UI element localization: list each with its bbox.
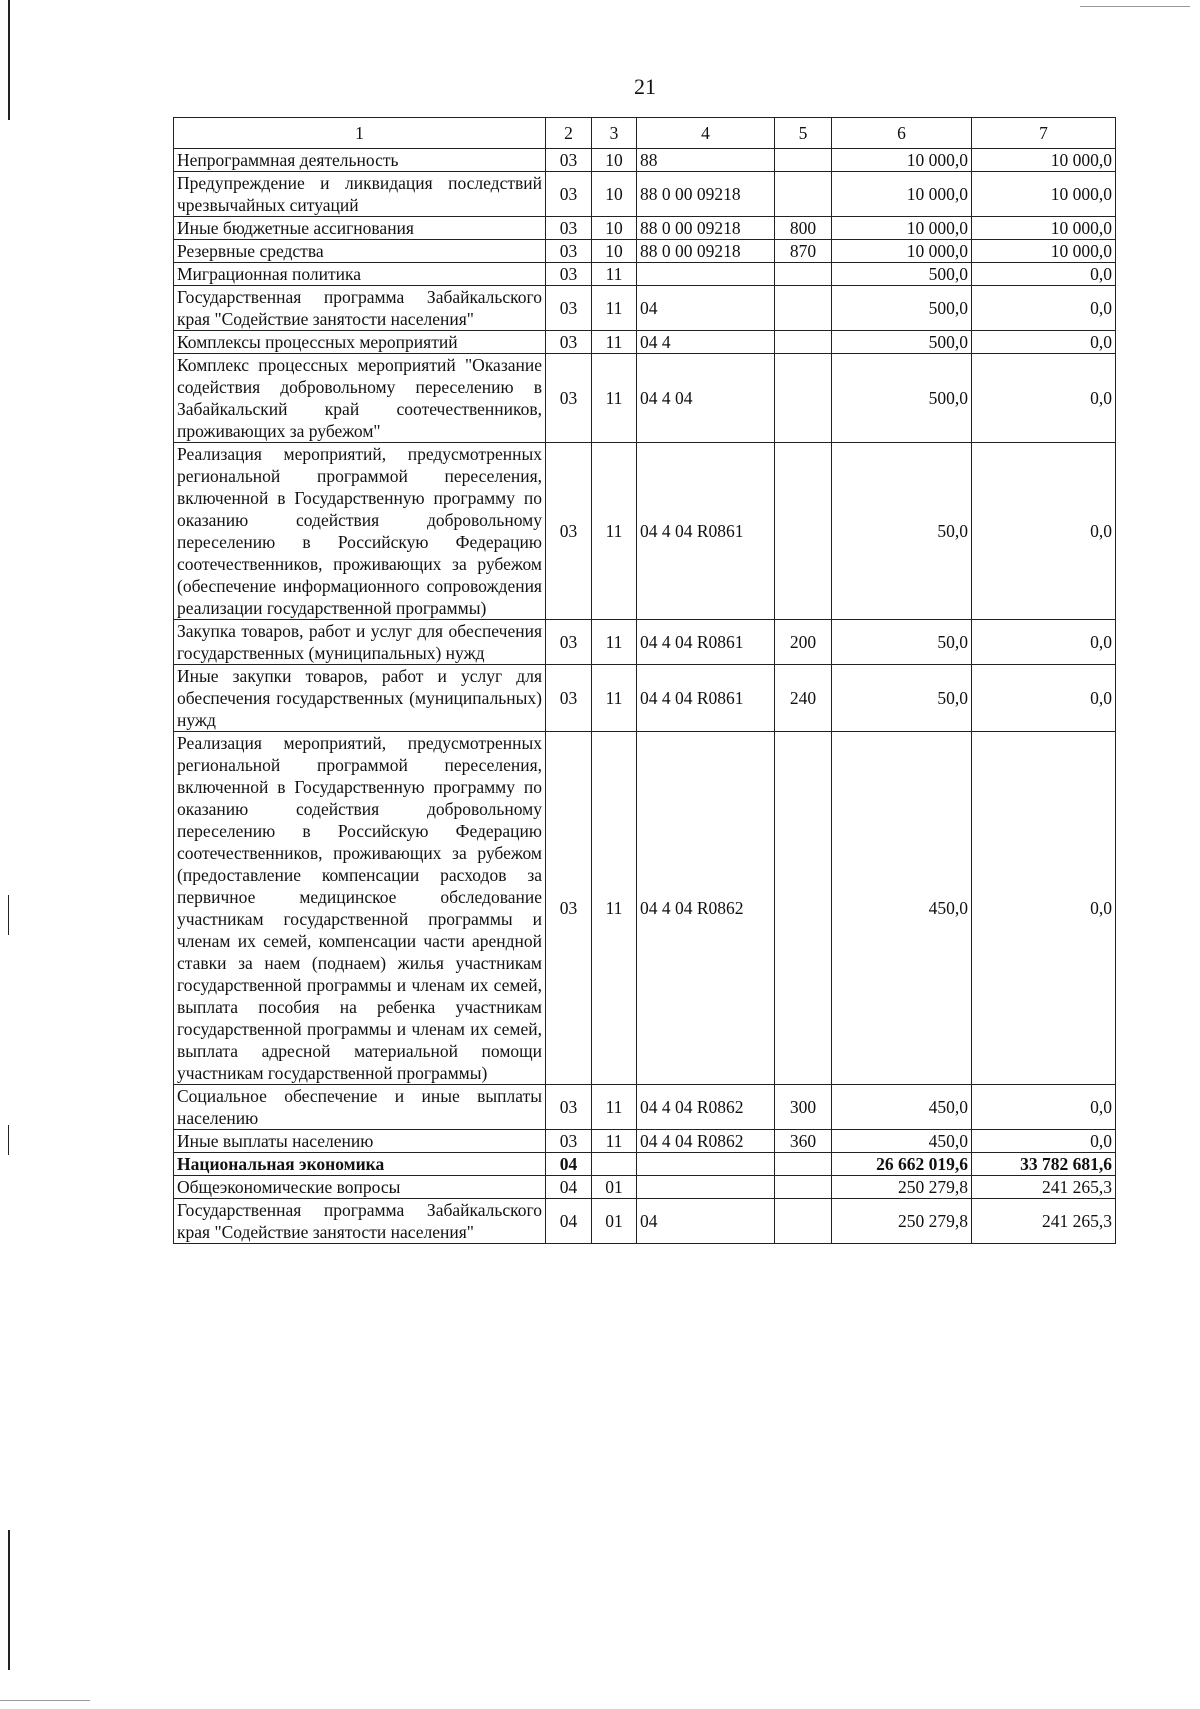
expense-type-code-cell bbox=[775, 354, 832, 443]
subsection-code-cell: 10 bbox=[592, 149, 637, 172]
expense-type-code-cell: 300 bbox=[775, 1085, 832, 1130]
section-code-cell: 03 bbox=[546, 149, 592, 172]
target-item-code-cell: 04 4 04 R0861 bbox=[637, 620, 775, 665]
table-row bbox=[174, 1130, 1116, 1153]
amount-year2-cell: 0,0 bbox=[972, 354, 1116, 443]
section-code-cell: 03 bbox=[546, 620, 592, 665]
expense-type-code-cell bbox=[775, 1199, 832, 1244]
amount-year2-cell: 33 782 681,6 bbox=[972, 1153, 1116, 1176]
expense-type-code-cell bbox=[775, 443, 832, 620]
table-row bbox=[174, 354, 1116, 443]
table-row bbox=[174, 172, 1116, 217]
section-code-cell: 03 bbox=[546, 331, 592, 354]
expense-type-code-cell: 200 bbox=[775, 620, 832, 665]
column-header: 5 bbox=[775, 118, 832, 149]
expense-type-code-cell: 870 bbox=[775, 240, 832, 263]
row-name-cell: Иные закупки товаров, работ и услуг для обеспечения государственных (муниципальных) нужд bbox=[174, 665, 546, 732]
amount-year1-cell: 26 662 019,6 bbox=[832, 1153, 972, 1176]
table-row bbox=[174, 240, 1116, 263]
amount-year2-cell: 0,0 bbox=[972, 286, 1116, 331]
scan-edge-mark bbox=[8, 1125, 9, 1155]
row-name-cell: Общеэкономические вопросы bbox=[174, 1176, 546, 1199]
table-row bbox=[174, 1085, 1116, 1130]
table-row bbox=[174, 443, 1116, 620]
amount-year1-cell: 10 000,0 bbox=[832, 149, 972, 172]
amount-year2-cell: 0,0 bbox=[972, 1085, 1116, 1130]
amount-year2-cell: 0,0 bbox=[972, 263, 1116, 286]
section-code-cell: 04 bbox=[546, 1153, 592, 1176]
subsection-code-cell: 11 bbox=[592, 732, 637, 1085]
amount-year1-cell: 50,0 bbox=[832, 665, 972, 732]
target-item-code-cell: 04 bbox=[637, 286, 775, 331]
column-header: 6 bbox=[832, 118, 972, 149]
amount-year1-cell: 50,0 bbox=[832, 443, 972, 620]
column-header: 2 bbox=[546, 118, 592, 149]
section-code-cell: 03 bbox=[546, 263, 592, 286]
amount-year1-cell: 10 000,0 bbox=[832, 172, 972, 217]
amount-year1-cell: 50,0 bbox=[832, 620, 972, 665]
amount-year1-cell: 450,0 bbox=[832, 732, 972, 1085]
table-row bbox=[174, 1176, 1116, 1199]
column-header: 7 bbox=[972, 118, 1116, 149]
section-code-cell: 03 bbox=[546, 217, 592, 240]
target-item-code-cell: 88 0 00 09218 bbox=[637, 240, 775, 263]
section-code-cell: 03 bbox=[546, 286, 592, 331]
subsection-code-cell: 11 bbox=[592, 665, 637, 732]
amount-year1-cell: 500,0 bbox=[832, 354, 972, 443]
table-row bbox=[174, 665, 1116, 732]
amount-year1-cell: 500,0 bbox=[832, 263, 972, 286]
table-row bbox=[174, 1153, 1116, 1176]
budget-table bbox=[173, 117, 1116, 1244]
amount-year1-cell: 10 000,0 bbox=[832, 240, 972, 263]
target-item-code-cell: 04 4 04 R0861 bbox=[637, 665, 775, 732]
section-code-cell: 03 bbox=[546, 732, 592, 1085]
amount-year2-cell: 10 000,0 bbox=[972, 172, 1116, 217]
expense-type-code-cell bbox=[775, 1153, 832, 1176]
expense-type-code-cell bbox=[775, 1176, 832, 1199]
target-item-code-cell bbox=[637, 263, 775, 286]
target-item-code-cell: 04 4 04 R0862 bbox=[637, 1085, 775, 1130]
row-name-cell: Государственная программа Забайкальского края "Содействие занятости населения" bbox=[174, 1199, 546, 1244]
target-item-code-cell: 04 4 04 bbox=[637, 354, 775, 443]
row-name-cell: Предупреждение и ликвидация последствий чрезвычайных ситуаций bbox=[174, 172, 546, 217]
section-code-cell: 03 bbox=[546, 1130, 592, 1153]
row-name-cell: Непрограммная деятельность bbox=[174, 149, 546, 172]
row-name-cell: Государственная программа Забайкальского края "Содействие занятости населения" bbox=[174, 286, 546, 331]
target-item-code-cell: 88 0 00 09218 bbox=[637, 217, 775, 240]
expense-type-code-cell: 360 bbox=[775, 1130, 832, 1153]
amount-year2-cell: 10 000,0 bbox=[972, 149, 1116, 172]
row-name-cell: Национальная экономика bbox=[174, 1153, 546, 1176]
amount-year2-cell: 0,0 bbox=[972, 1130, 1116, 1153]
table-row bbox=[174, 263, 1116, 286]
column-header: 1 bbox=[174, 118, 546, 149]
amount-year2-cell: 0,0 bbox=[972, 331, 1116, 354]
amount-year2-cell: 10 000,0 bbox=[972, 240, 1116, 263]
amount-year1-cell: 450,0 bbox=[832, 1085, 972, 1130]
table-row bbox=[174, 732, 1116, 1085]
page-number: 21 bbox=[634, 74, 656, 99]
subsection-code-cell: 11 bbox=[592, 443, 637, 620]
section-code-cell: 04 bbox=[546, 1199, 592, 1244]
amount-year1-cell: 10 000,0 bbox=[832, 217, 972, 240]
subsection-code-cell: 11 bbox=[592, 1130, 637, 1153]
table-row bbox=[174, 620, 1116, 665]
section-code-cell: 03 bbox=[546, 172, 592, 217]
amount-year2-cell: 0,0 bbox=[972, 443, 1116, 620]
amount-year2-cell: 0,0 bbox=[972, 732, 1116, 1085]
row-name-cell: Закупка товаров, работ и услуг для обеспечения государственных (муниципальных) нужд bbox=[174, 620, 546, 665]
table-header-row bbox=[174, 118, 1116, 149]
row-name-cell: Комплекс процессных мероприятий "Оказание содействия добровольному переселению в Забайкальский край соотечественников, проживающих за рубежом" bbox=[174, 354, 546, 443]
target-item-code-cell: 88 0 00 09218 bbox=[637, 172, 775, 217]
section-code-cell: 04 bbox=[546, 1176, 592, 1199]
section-code-cell: 03 bbox=[546, 443, 592, 620]
subsection-code-cell: 11 bbox=[592, 354, 637, 443]
target-item-code-cell: 04 4 bbox=[637, 331, 775, 354]
row-name-cell: Социальное обеспечение и иные выплаты населению bbox=[174, 1085, 546, 1130]
row-name-cell: Реализация мероприятий, предусмотренных региональной программой переселения, включенной в Государственную программу по оказанию содействия добровольному переселению в Российскую Федерацию соотечественников, проживающих за рубежом (обеспечение информационного сопровождения реализации государственной программы) bbox=[174, 443, 546, 620]
target-item-code-cell bbox=[637, 1176, 775, 1199]
table-row bbox=[174, 286, 1116, 331]
column-header: 3 bbox=[592, 118, 637, 149]
expense-type-code-cell bbox=[775, 263, 832, 286]
expense-type-code-cell: 800 bbox=[775, 217, 832, 240]
expense-type-code-cell bbox=[775, 286, 832, 331]
amount-year2-cell: 0,0 bbox=[972, 620, 1116, 665]
row-name-cell: Миграционная политика bbox=[174, 263, 546, 286]
target-item-code-cell: 88 bbox=[637, 149, 775, 172]
section-code-cell: 03 bbox=[546, 354, 592, 443]
row-name-cell: Реализация мероприятий, предусмотренных региональной программой переселения, включенной в Государственную программу по оказанию содействия добровольному переселению в Российскую Федерацию соотечественников, проживающих за рубежом (предоставление компенсации расходов за первичное медицинское обследование участникам государственной программы и членам их семей, компенсации части арендной ставки за наем (поднаем) жилья участникам государственной программы и членам их семей, выплата пособия на ребенка участникам государственной программы и членам их семей, выплата адресной материальной помощи участникам государственной программы) bbox=[174, 732, 546, 1085]
column-header: 4 bbox=[637, 118, 775, 149]
target-item-code-cell: 04 4 04 R0861 bbox=[637, 443, 775, 620]
amount-year1-cell: 500,0 bbox=[832, 331, 972, 354]
scan-edge-mark bbox=[0, 1700, 90, 1701]
row-name-cell: Иные выплаты населению bbox=[174, 1130, 546, 1153]
section-code-cell: 03 bbox=[546, 665, 592, 732]
subsection-code-cell: 11 bbox=[592, 1085, 637, 1130]
section-code-cell: 03 bbox=[546, 1085, 592, 1130]
target-item-code-cell: 04 4 04 R0862 bbox=[637, 732, 775, 1085]
scan-edge-mark bbox=[1080, 6, 1190, 7]
table-row bbox=[174, 149, 1116, 172]
amount-year1-cell: 250 279,8 bbox=[832, 1199, 972, 1244]
amount-year2-cell: 241 265,3 bbox=[972, 1199, 1116, 1244]
subsection-code-cell: 11 bbox=[592, 620, 637, 665]
amount-year1-cell: 250 279,8 bbox=[832, 1176, 972, 1199]
subsection-code-cell: 11 bbox=[592, 286, 637, 331]
row-name-cell: Резервные средства bbox=[174, 240, 546, 263]
scan-edge-mark bbox=[8, 0, 10, 120]
table-body bbox=[174, 149, 1116, 1244]
expense-type-code-cell bbox=[775, 732, 832, 1085]
subsection-code-cell: 10 bbox=[592, 217, 637, 240]
scan-edge-mark bbox=[8, 895, 9, 935]
row-name-cell: Комплексы процессных мероприятий bbox=[174, 331, 546, 354]
table-row bbox=[174, 1199, 1116, 1244]
amount-year1-cell: 500,0 bbox=[832, 286, 972, 331]
subsection-code-cell: 10 bbox=[592, 172, 637, 217]
expense-type-code-cell bbox=[775, 149, 832, 172]
target-item-code-cell: 04 bbox=[637, 1199, 775, 1244]
table-row bbox=[174, 331, 1116, 354]
amount-year2-cell: 10 000,0 bbox=[972, 217, 1116, 240]
subsection-code-cell bbox=[592, 1153, 637, 1176]
scan-edge-mark bbox=[8, 1530, 10, 1670]
row-name-cell: Иные бюджетные ассигнования bbox=[174, 217, 546, 240]
subsection-code-cell: 10 bbox=[592, 240, 637, 263]
amount-year2-cell: 241 265,3 bbox=[972, 1176, 1116, 1199]
table-row bbox=[174, 217, 1116, 240]
subsection-code-cell: 01 bbox=[592, 1199, 637, 1244]
expense-type-code-cell bbox=[775, 331, 832, 354]
expense-type-code-cell: 240 bbox=[775, 665, 832, 732]
target-item-code-cell bbox=[637, 1153, 775, 1176]
amount-year2-cell: 0,0 bbox=[972, 665, 1116, 732]
target-item-code-cell: 04 4 04 R0862 bbox=[637, 1130, 775, 1153]
section-code-cell: 03 bbox=[546, 240, 592, 263]
amount-year1-cell: 450,0 bbox=[832, 1130, 972, 1153]
expense-type-code-cell bbox=[775, 172, 832, 217]
subsection-code-cell: 11 bbox=[592, 263, 637, 286]
subsection-code-cell: 01 bbox=[592, 1176, 637, 1199]
subsection-code-cell: 11 bbox=[592, 331, 637, 354]
